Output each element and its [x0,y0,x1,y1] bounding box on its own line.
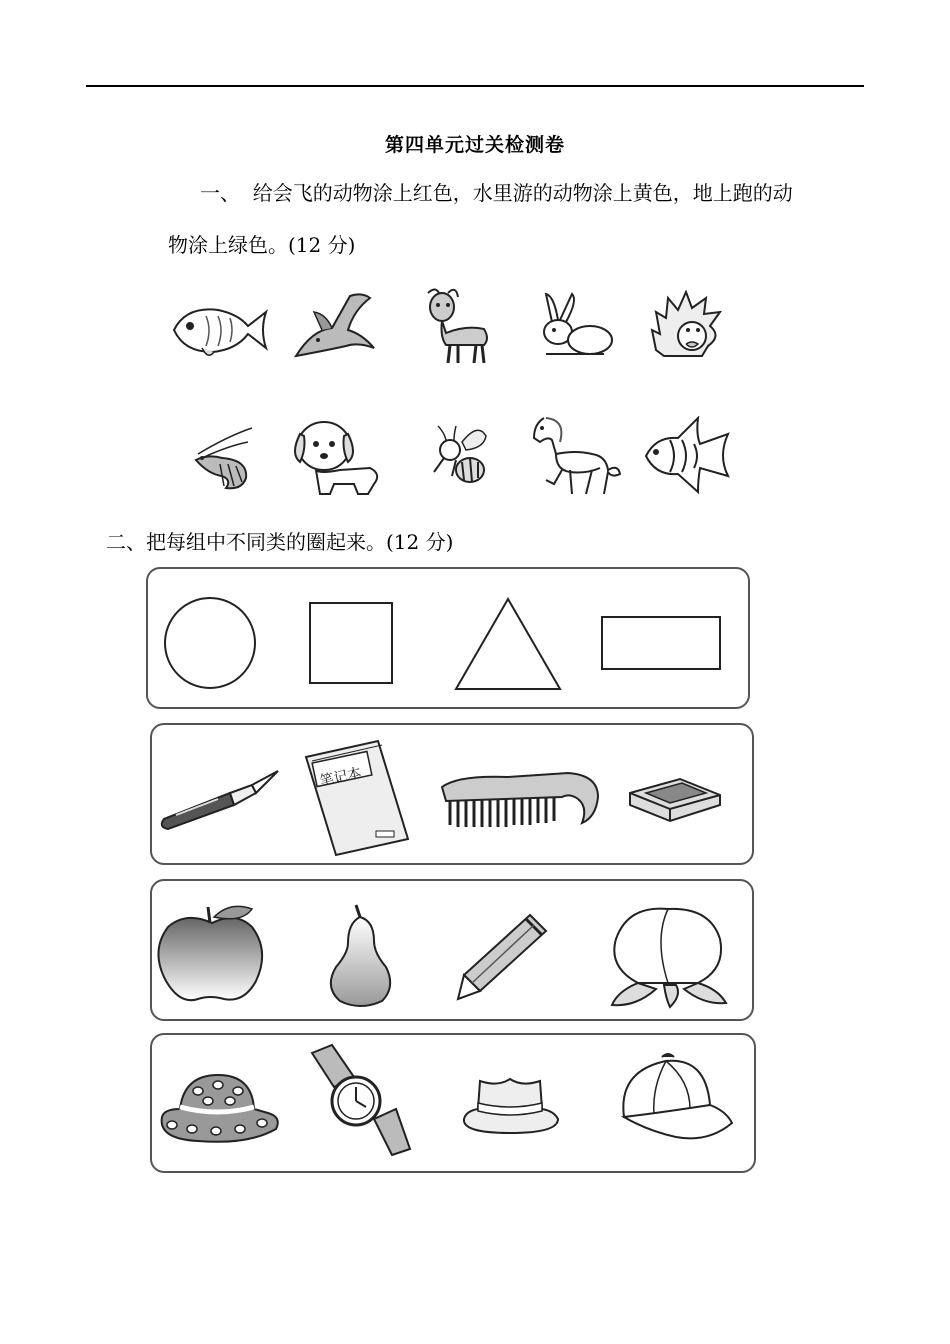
square-shape[interactable] [308,601,394,685]
bucket-hat-picture[interactable] [462,1075,560,1135]
rectangle-shape[interactable] [600,615,722,671]
question-2: 二、把每组中不同类的圈起来。(12 分) [106,530,454,554]
page-title: 第四单元过关检测卷 [384,134,565,156]
horse-picture [526,414,622,498]
pencil-picture[interactable] [454,911,550,1001]
cap-picture[interactable] [618,1051,734,1145]
stapler-picture[interactable] [626,775,724,825]
question-1-line-2: 物涂上绿色。(12 分) [168,233,356,257]
group-box-stationery [150,723,754,865]
peach-picture[interactable] [608,899,728,1009]
header-rule [86,85,864,87]
puppy-picture [290,414,384,498]
angelfish-picture [642,416,730,494]
triangle-shape[interactable] [454,597,562,691]
group-box-wearables [150,1033,756,1173]
rabbit-picture [532,292,616,360]
notebook-picture[interactable] [304,739,412,857]
fountain-pen-picture[interactable] [156,763,282,833]
notebook-label: 笔记本 [318,765,363,790]
sun-hat-picture[interactable] [158,1069,282,1145]
fish-picture [166,298,274,362]
shrimp-picture [188,424,260,492]
question-1-line-1 [200,177,793,206]
circle-shape[interactable] [162,595,258,691]
group-box-fruits [150,879,754,1021]
question-1-text: 给会飞的动物涂上红色，水里游的动物涂上黄色，地上跑的动 [252,181,793,205]
group-box-shapes [146,567,750,709]
bee-picture [426,422,496,492]
pear-picture[interactable] [326,903,396,1009]
hedgehog-picture [650,290,726,362]
goat-picture [418,285,494,365]
wristwatch-picture[interactable] [304,1043,414,1159]
comb-picture[interactable] [438,767,602,833]
question-1-number: 一、 [200,181,240,205]
dove-picture [292,290,378,362]
apple-picture[interactable] [156,903,268,1007]
